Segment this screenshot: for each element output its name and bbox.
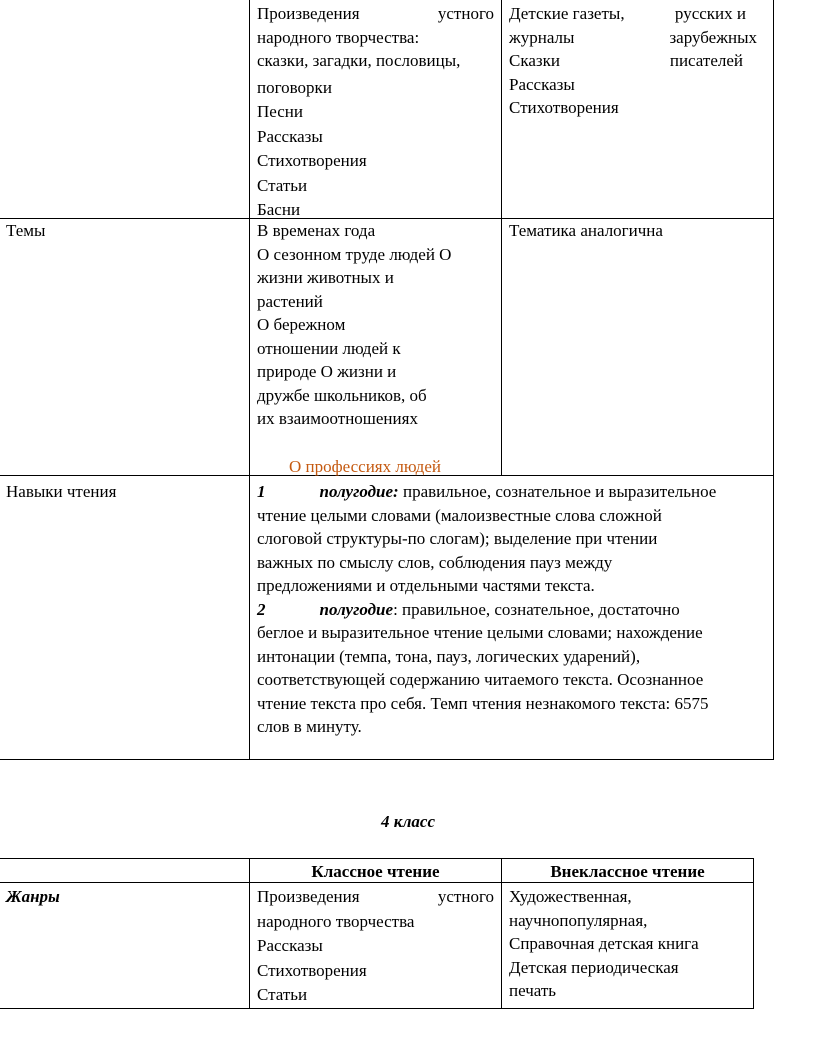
table1-divider	[773, 0, 774, 759]
table2-divider	[0, 858, 754, 859]
t1-extra-line3: Сказки писателей	[509, 51, 743, 70]
table1-divider	[249, 0, 250, 759]
table1-divider	[501, 0, 502, 218]
t1-themes-professions: О профессиях людей	[289, 457, 441, 476]
t1-genres-class-line1: Произведения устного	[257, 4, 494, 23]
t1-skills-label: Навыки чтения	[6, 482, 117, 501]
t1-themes-class-reading: В временах года О сезонном труде людей О жизни животных и растений О бережном отношении людей к природе О жизни и дружбе школьников, об их взаимоотношениях	[257, 221, 452, 428]
t1-skills-text: 1 полугодие: правильное, сознательное и выразительное чтение целыми словами (малоизвестные слова сложной слоговой структуры-по слогам); выделение при чтении важных по смыслу слов, соблюдения пауз между предложениями и отдельными частями текста. 2 полугодие: правильное, сознательное, достаточно беглое и выразительное чтение целыми словами; нахождение интонации (темпа, тона, пауз, логических ударений), соответствующей содержанию читаемого текста. Осознанное чтение текста про себя. Темп чтения незнакомого текста: 6575 слов в минуту.	[257, 480, 767, 739]
t2-genres-label: Жанры	[6, 887, 60, 906]
t2-genres-extra-reading: Художественная, научнопопулярная, Справочная детская книга Детская периодическая печать	[509, 887, 699, 1000]
t1-extra-line1: Детские газеты, русских и	[509, 4, 746, 23]
t1-genres-extra-reading: Детские газеты, русских и журналы зарубежных Сказки писателей Рассказы Стихотворения	[509, 4, 757, 117]
table2-divider	[0, 1008, 754, 1009]
t1-skills-half2-line1: 2 полугодие: правильное, сознательное, достаточно	[257, 599, 680, 619]
t2-class-line1: Произведения устного	[257, 887, 494, 906]
t1-genres-class-reading: Произведения устного народного творчества: сказки, загадки, пословицы, поговорки Песни Рассказы Стихотворения Статьи Басни	[257, 4, 494, 219]
grade-heading: 4 класс	[380, 812, 436, 831]
t1-half2-label: полугодие	[319, 599, 394, 619]
t1-half1-number: 1	[257, 482, 266, 501]
table1-divider	[0, 759, 774, 760]
table2-divider	[753, 858, 754, 1009]
table1-divider	[501, 218, 502, 475]
t1-half2-number: 2	[257, 599, 266, 619]
t2-header-class-reading: Классное чтение	[311, 862, 440, 881]
t1-half1-label: полугодие:	[319, 482, 399, 501]
t1-themes-label: Темы	[6, 221, 46, 240]
t1-extra-line2: журналы зарубежных	[509, 27, 757, 47]
t1-skills-half1-line1: 1 полугодие: правильное, сознательное и выразительное	[257, 482, 717, 501]
t2-genres-class-reading: Произведения устного народного творчества Рассказы Стихотворения Статьи	[257, 887, 494, 1004]
t2-header-extra-reading: Внеклассное чтение	[550, 862, 705, 881]
t1-themes-extra-reading: Тематика аналогична	[509, 221, 663, 240]
